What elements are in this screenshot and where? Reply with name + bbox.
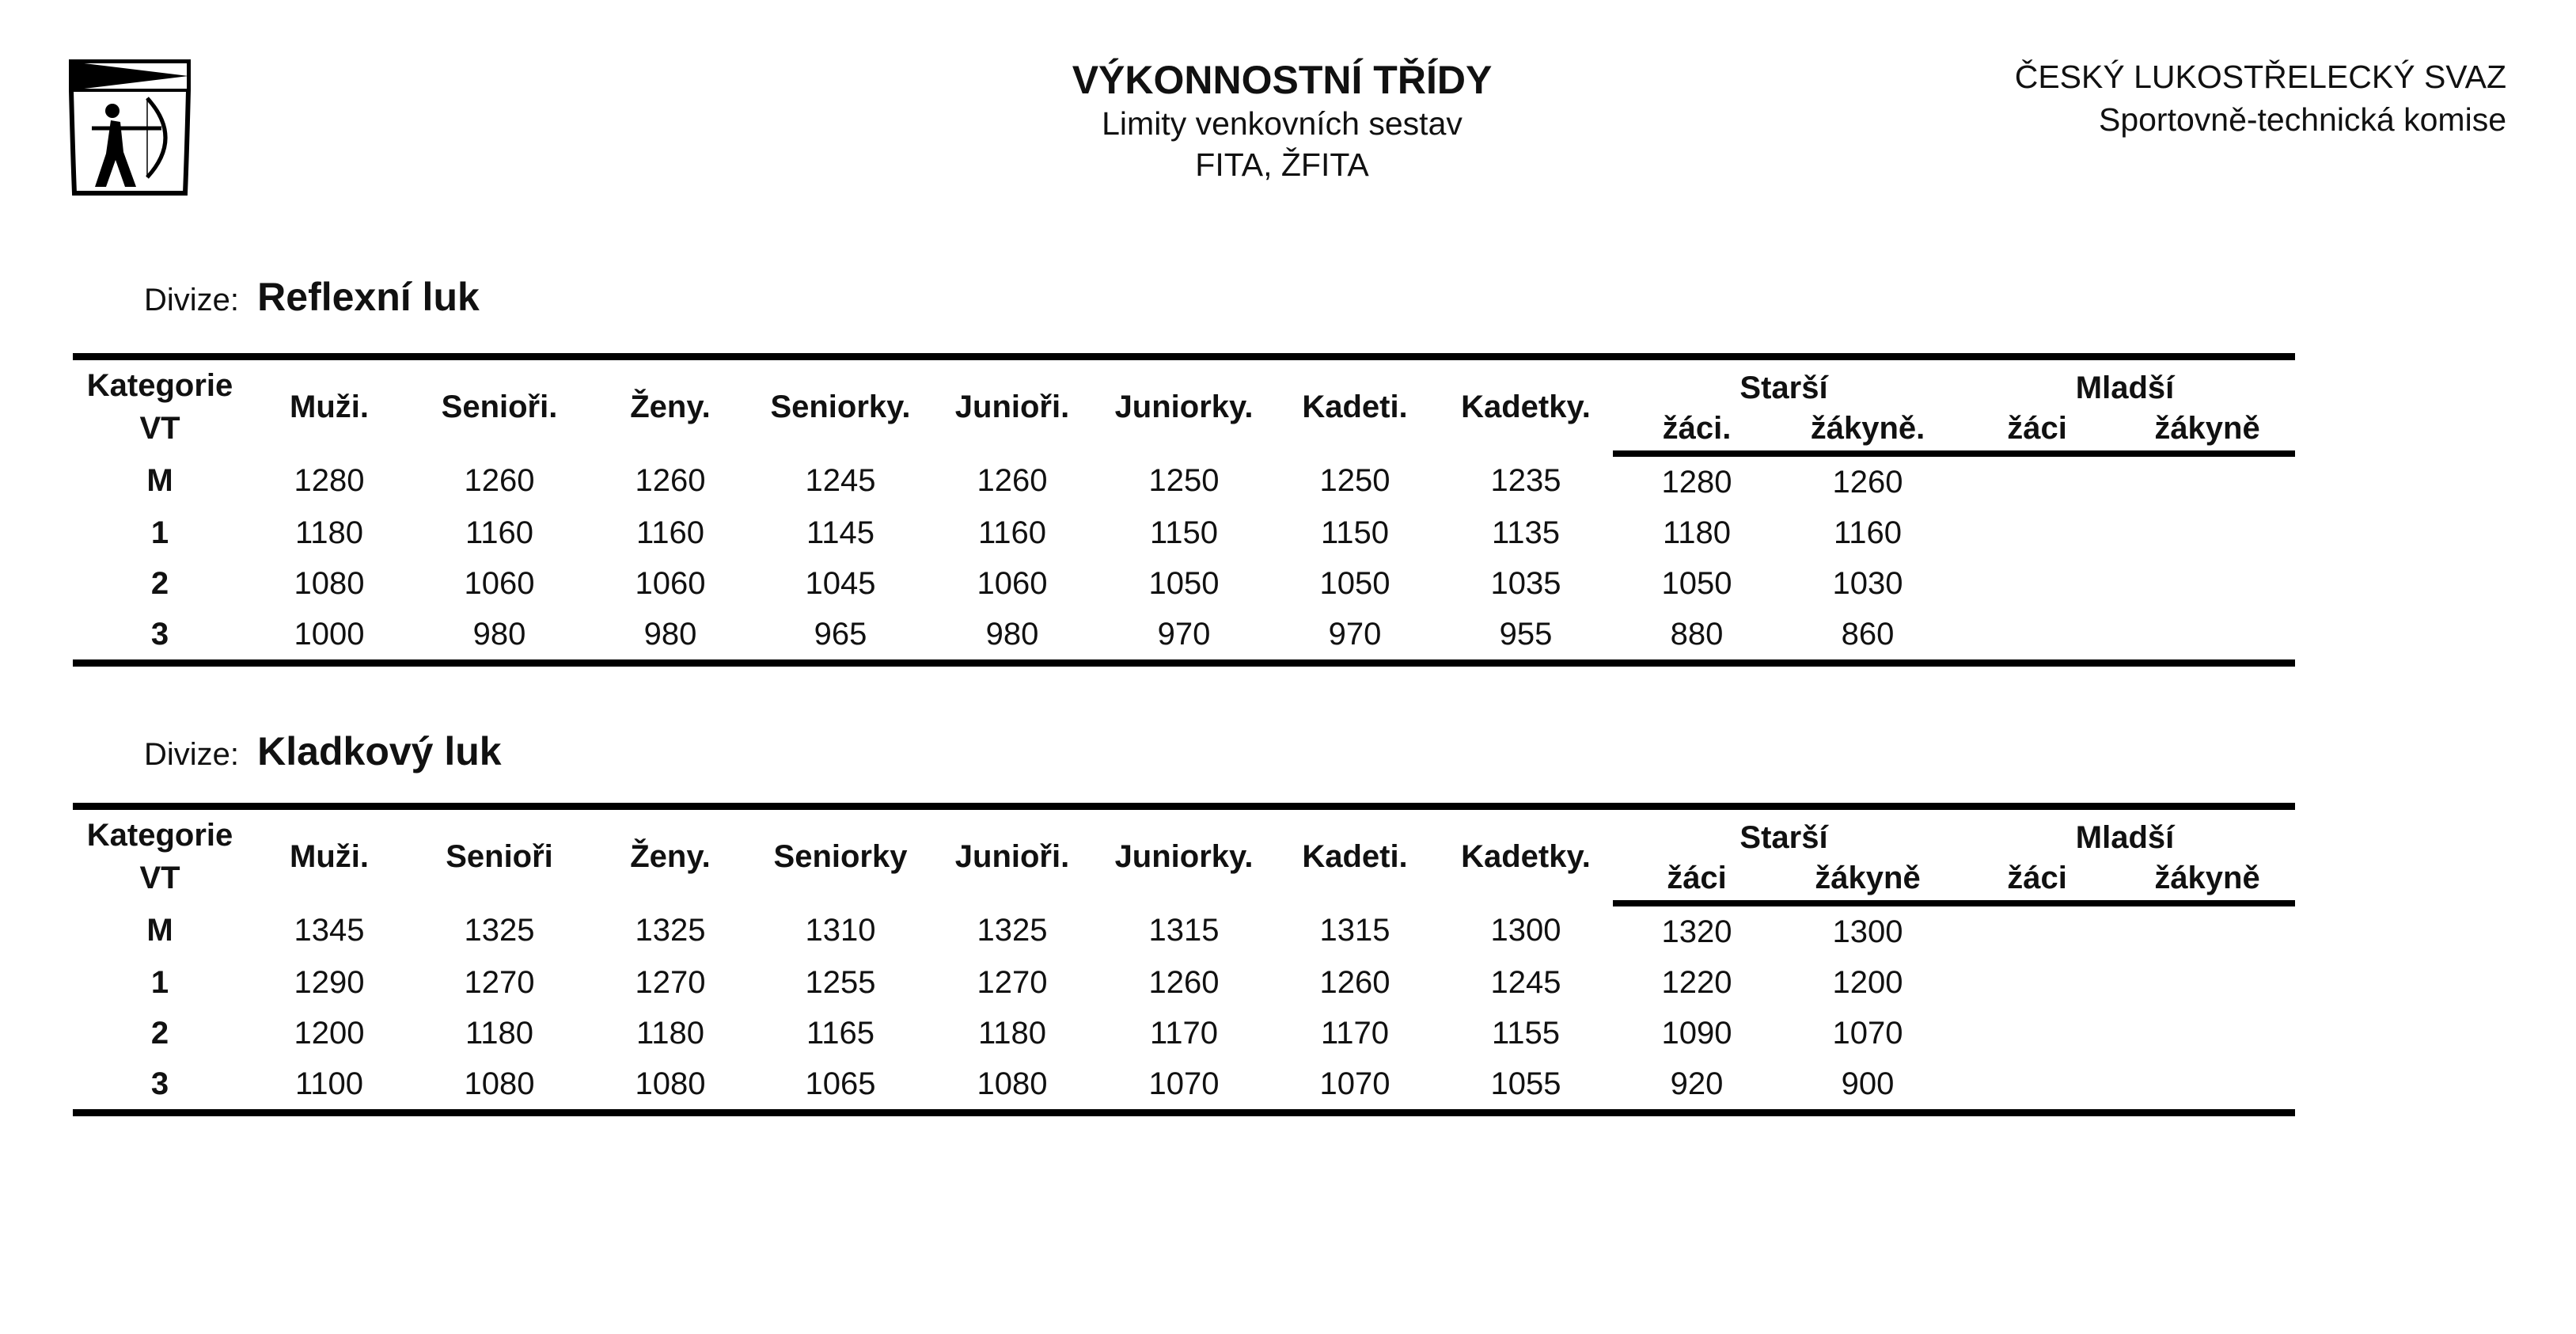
column-header-kadetky: Kadetky. (1439, 357, 1613, 454)
division-heading-recurve (144, 274, 480, 320)
limit-cell: 1070 (1832, 1015, 1903, 1051)
header-kategorie-line1: Kategorie (86, 818, 233, 853)
limit-cell: 1180 (294, 515, 363, 550)
limit-cell: 1325 (464, 912, 535, 948)
limit-cell: 1055 (1439, 1058, 1613, 1113)
limit-cell: 1245 (1490, 964, 1561, 1000)
organization-name: ČESKÝ LUKOSTŘELECKÝ SVAZ (2014, 59, 2506, 95)
document-subtitle: Limity venkovních sestav (1102, 105, 1463, 142)
limits-table-compound (73, 803, 2295, 1116)
column-header-starsi-zaci: žáci (1613, 856, 1781, 903)
limit-cell (2119, 609, 2295, 663)
archer-logo-icon (68, 59, 192, 200)
limit-cell: 1045 (805, 565, 876, 601)
division-name: Reflexní luk (257, 275, 480, 319)
table-row (73, 558, 2295, 609)
limit-cell: 1050 (1319, 565, 1390, 601)
table-row (73, 507, 2295, 558)
column-header-juniori: Junioři. (928, 357, 1097, 454)
limit-cell: 1300 (1832, 914, 1903, 949)
limit-cell: 1060 (464, 565, 535, 601)
limit-cell: 1260 (1832, 464, 1903, 500)
limit-cell: 1170 (1320, 1015, 1389, 1051)
limit-cell: 1180 (977, 1015, 1046, 1051)
limits-table-recurve (73, 353, 2295, 667)
limit-cell: 1180 (465, 1015, 533, 1051)
limit-cell: 970 (1097, 609, 1271, 663)
column-header-mladsi-zakyne: žákyně (2119, 406, 2295, 454)
limit-cell: 1315 (1319, 912, 1390, 948)
limit-cell: 955 (1439, 609, 1613, 663)
organization-unit: Sportovně-technická komise (2098, 101, 2506, 138)
header-kategorie-line1: Kategorie (86, 368, 233, 403)
limit-cell (2119, 1008, 2295, 1058)
column-header-mladsi-zaci: žáci (1955, 856, 2119, 903)
document-title-block (871, 57, 1694, 185)
table-row (73, 1058, 2295, 1113)
limit-cell: 1245 (805, 462, 876, 498)
table-body (73, 454, 2295, 663)
column-header-mladsi-zakyne: žákyně (2119, 856, 2295, 903)
limit-cell (2119, 507, 2295, 558)
column-header-seniorky: Seniorky. (753, 357, 928, 454)
vt-class-cell: 2 (150, 1015, 169, 1051)
limit-cell: 1080 (587, 1058, 753, 1113)
limit-cell: 1080 (412, 1058, 587, 1113)
limit-cell: 1160 (465, 515, 533, 550)
limit-cell: 1325 (977, 912, 1048, 948)
limit-cell: 1090 (1661, 1015, 1732, 1051)
limit-cell: 1080 (294, 565, 365, 601)
limit-cell: 1255 (805, 964, 876, 1000)
column-header-seniori: Senioři (412, 807, 587, 904)
column-group-mladsi: Mladší (1955, 807, 2295, 857)
column-header-kadeti: Kadeti. (1271, 357, 1439, 454)
header-kategorie-line2: VT (139, 861, 180, 895)
limit-cell: 1070 (1271, 1058, 1439, 1113)
limit-cell: 1030 (1832, 565, 1903, 601)
table-row (73, 1008, 2295, 1058)
limit-cell: 970 (1271, 609, 1439, 663)
vt-class-cell: M (146, 462, 173, 498)
limit-cell: 1310 (805, 912, 876, 948)
limit-cell: 1000 (247, 609, 412, 663)
limit-cell (1955, 609, 2119, 663)
limit-cell: 1250 (1148, 462, 1220, 498)
column-header-muzi: Muži. (247, 357, 412, 454)
vt-class-cell: 3 (73, 1058, 247, 1113)
limit-cell (2119, 1058, 2295, 1113)
limit-cell: 965 (753, 609, 928, 663)
column-header-kategorie (73, 807, 247, 904)
header-kategorie-line2: VT (139, 411, 180, 446)
column-group-starsi: Starší (1613, 807, 1955, 857)
limit-cell: 1050 (1148, 565, 1220, 601)
column-header-juniorky: Juniorky. (1097, 357, 1271, 454)
limit-cell: 1070 (1097, 1058, 1271, 1113)
limit-cell (1955, 1058, 2119, 1113)
limit-cell: 1260 (1148, 964, 1220, 1000)
vt-class-cell: 1 (150, 515, 169, 550)
limit-cell: 1165 (806, 1015, 874, 1051)
limit-cell: 1145 (806, 515, 874, 550)
limit-cell: 1160 (635, 515, 704, 550)
division-heading-compound (144, 728, 502, 774)
limit-cell (2119, 903, 2295, 957)
limit-cell: 1270 (635, 964, 706, 1000)
limit-cell: 1035 (1490, 565, 1561, 601)
column-header-kategorie (73, 357, 247, 454)
limit-cell: 1235 (1490, 462, 1561, 498)
table-body (73, 903, 2295, 1113)
column-header-juniori: Junioři. (928, 807, 1097, 904)
limit-cell (1955, 903, 2119, 957)
limit-cell: 1300 (1490, 912, 1561, 948)
limit-cell: 1290 (294, 964, 365, 1000)
limit-cell: 1060 (977, 565, 1048, 601)
limit-cell (1955, 957, 2119, 1008)
limit-cell: 1315 (1148, 912, 1220, 948)
document-rounds: FITA, ŽFITA (1195, 146, 1369, 183)
limit-cell: 1280 (1661, 464, 1732, 500)
column-header-zeny: Ženy. (587, 807, 753, 904)
limit-cell: 1155 (1491, 1015, 1560, 1051)
limit-cell: 1150 (1149, 515, 1218, 550)
division-label: Divize: (144, 283, 240, 317)
limit-cell: 1270 (977, 964, 1048, 1000)
limit-cell: 1280 (294, 462, 365, 498)
vt-class-cell: 3 (73, 609, 247, 663)
table-row (73, 454, 2295, 507)
limit-cell (1955, 1008, 2119, 1058)
limit-cell: 1320 (1661, 914, 1732, 949)
column-header-muzi: Muži. (247, 807, 412, 904)
limit-cell: 980 (412, 609, 587, 663)
limit-cell: 900 (1781, 1058, 1955, 1113)
column-group-mladsi: Mladší (1955, 357, 2295, 407)
organization-block (2015, 55, 2506, 141)
limit-cell: 1160 (977, 515, 1046, 550)
limit-cell: 1200 (294, 1015, 365, 1051)
column-header-starsi-zakyne: žákyně. (1781, 406, 1955, 454)
limit-cell: 1135 (1491, 515, 1560, 550)
limit-cell: 1150 (1320, 515, 1389, 550)
limit-cell: 1270 (464, 964, 535, 1000)
column-header-zeny: Ženy. (587, 357, 753, 454)
limit-cell: 1200 (1832, 964, 1903, 1000)
column-header-seniorky: Seniorky (753, 807, 928, 904)
vt-class-cell: 2 (150, 565, 169, 601)
limit-cell: 1080 (928, 1058, 1097, 1113)
limit-cell: 1060 (635, 565, 706, 601)
limit-cell: 860 (1781, 609, 1955, 663)
column-header-seniori: Senioři. (412, 357, 587, 454)
table-header-row (73, 807, 2295, 857)
limit-cell: 1260 (977, 462, 1048, 498)
division-name: Kladkový luk (257, 729, 502, 773)
limit-cell (1955, 507, 2119, 558)
division-label: Divize: (144, 737, 240, 772)
limit-cell: 880 (1613, 609, 1781, 663)
limit-cell (1955, 558, 2119, 609)
limit-cell: 1180 (635, 1015, 704, 1051)
limit-cell: 1050 (1661, 565, 1732, 601)
limit-cell (2119, 957, 2295, 1008)
limit-cell (2119, 454, 2295, 507)
table-row (73, 609, 2295, 663)
column-header-juniorky: Juniorky. (1097, 807, 1271, 904)
vt-class-cell: M (146, 912, 173, 948)
table-header-row (73, 357, 2295, 407)
column-header-kadeti: Kadeti. (1271, 807, 1439, 904)
vt-class-cell: 1 (150, 964, 169, 1000)
limit-cell: 1170 (1149, 1015, 1218, 1051)
limit-cell: 1160 (1834, 515, 1903, 550)
document-title: VÝKONNOSTNÍ TŘÍDY (1072, 58, 1493, 102)
limit-cell: 1100 (247, 1058, 412, 1113)
table-row (73, 903, 2295, 957)
limit-cell: 1260 (635, 462, 706, 498)
limit-cell: 1065 (753, 1058, 928, 1113)
column-group-starsi: Starší (1613, 357, 1955, 407)
limit-cell: 1260 (1319, 964, 1390, 1000)
column-header-kadetky: Kadetky. (1439, 807, 1613, 904)
limit-cell: 1325 (635, 912, 706, 948)
limit-cell: 1260 (464, 462, 535, 498)
column-header-starsi-zaci: žáci. (1613, 406, 1781, 454)
limit-cell (2119, 558, 2295, 609)
limit-cell (1955, 454, 2119, 507)
limit-cell: 1220 (1661, 964, 1732, 1000)
limit-cell: 1345 (294, 912, 365, 948)
limit-cell: 1250 (1319, 462, 1390, 498)
limit-cell: 1180 (1662, 515, 1731, 550)
limit-cell: 920 (1613, 1058, 1781, 1113)
column-header-mladsi-zaci: žáci (1955, 406, 2119, 454)
limit-cell: 980 (928, 609, 1097, 663)
table-row (73, 957, 2295, 1008)
limit-cell: 980 (587, 609, 753, 663)
column-header-starsi-zakyne: žákyně (1781, 856, 1955, 903)
